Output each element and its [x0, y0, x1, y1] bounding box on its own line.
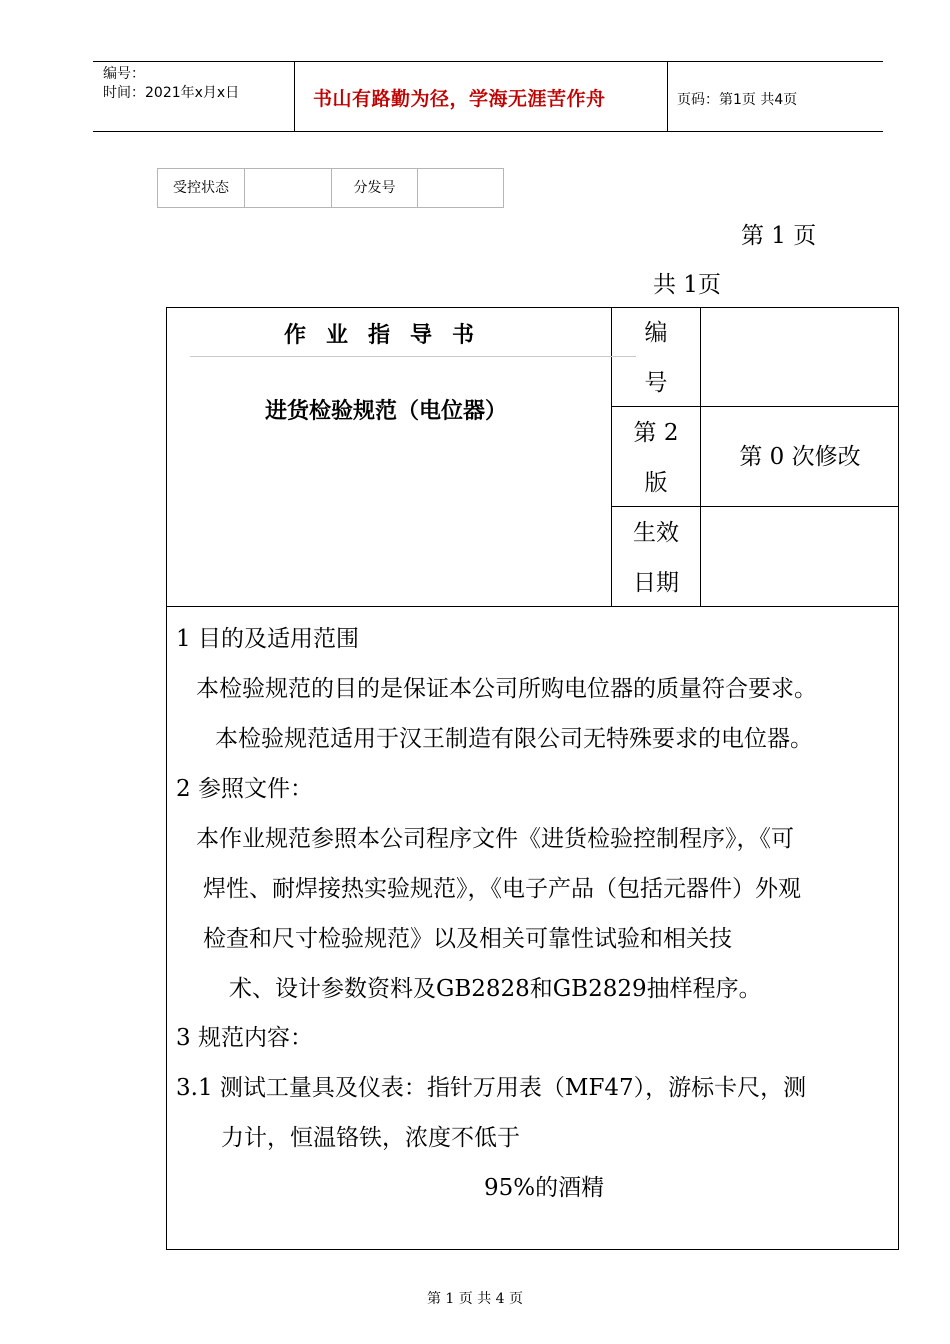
control-status-value [245, 169, 332, 208]
section-heading: 2 参照文件： [176, 776, 313, 802]
section-heading: 1 目的及适用范围 [176, 626, 359, 652]
body-paragraph-line: 力计，恒温铬铁，浓度不低于 [221, 1125, 520, 1151]
header-page-info: 页码：第1页 共4页 [677, 92, 798, 108]
body-paragraph-line: 3.1 测试工量具及仪表：指针万用表（MF47），游标卡尺，测 [176, 1075, 807, 1101]
body-paragraph-line: 本检验规范的目的是保证本公司所购电位器的质量符合要求。 [196, 676, 817, 702]
page-footer: 第 1 页 共 4 页 [426, 1291, 524, 1307]
document-header [93, 61, 883, 132]
section-heading: 3 规范内容： [176, 1025, 313, 1051]
body-paragraph-line: 本检验规范适用于汉王制造有限公司无特殊要求的电位器。 [215, 726, 813, 752]
distribution-number-label: 分发号 [332, 169, 418, 208]
header-divider [294, 62, 295, 131]
header-motto: 书山有路勤为径，学海无涯苦作舟 [313, 88, 606, 110]
control-status-label: 受控状态 [158, 169, 245, 208]
form-title: 作业指导书 [283, 322, 494, 348]
body-paragraph-line: 术、设计参数资料及GB2828和GB2829抽样程序。 [229, 976, 762, 1002]
page-number: 第 1 页 [741, 223, 817, 249]
edition-label: 第 2 版 [633, 420, 679, 496]
body-paragraph-line: 本作业规范参照本公司程序文件《进货检验控制程序》，《可 [196, 826, 794, 852]
number-label: 编 号 [644, 320, 668, 396]
header-divider [667, 62, 668, 131]
control-status-table [157, 168, 504, 208]
doc-time-label: 时间：2021年x月x日 [103, 85, 240, 101]
page-total: 共 1页 [653, 272, 721, 298]
header-meta [103, 65, 239, 103]
form-subtitle: 进货检验规范（电位器） [264, 398, 507, 424]
form-divider [166, 606, 899, 607]
body-paragraph-line: 检查和尺寸检验规范》以及相关可靠性试验和相关技 [203, 926, 732, 952]
effective-date-label: 生效 日期 [633, 520, 679, 596]
revision-value: 第 0 次修改 [739, 444, 861, 470]
title-underline [190, 356, 636, 357]
body-paragraph-line: 95%的酒精 [484, 1175, 605, 1201]
body-paragraph-line: 焊性、耐焊接热实验规范》，《电子产品（包括元器件）外观 [203, 876, 801, 902]
distribution-number-value [418, 169, 504, 208]
doc-number-label: 编号： [103, 66, 145, 82]
